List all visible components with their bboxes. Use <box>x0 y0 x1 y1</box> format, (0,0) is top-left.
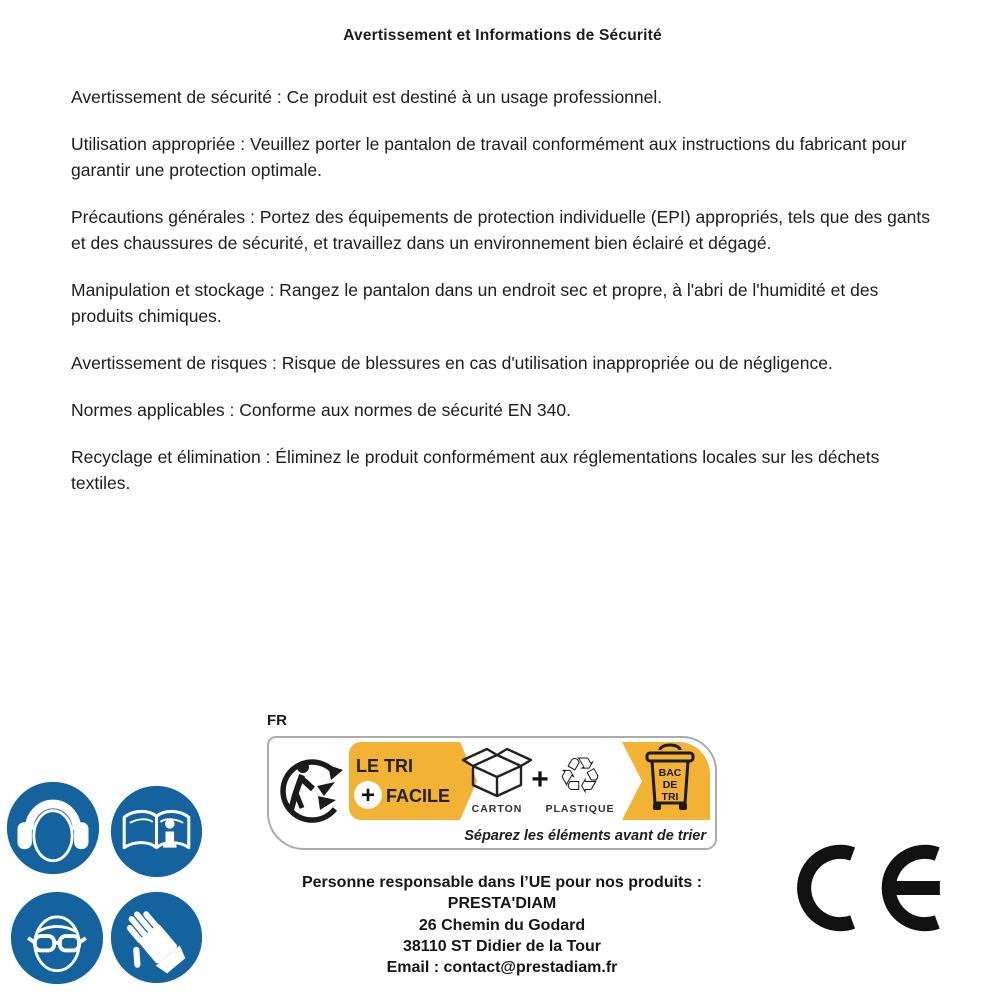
ce-marking-icon <box>795 841 955 935</box>
paragraph-avertissement-securite: Avertissement de sécurité : Ce produit est destiné à un usage professionnel. <box>71 87 663 107</box>
bin-label-line2: DE <box>662 779 678 791</box>
le-tri-label: LE TRI <box>356 756 413 776</box>
responsible-city: 38110 ST Didier de la Tour <box>403 937 601 955</box>
page-title: Avertissement et Informations de Sécurité <box>343 27 662 44</box>
paragraph-precautions-generales: Précautions générales : Portez des équipements de protection individuelle (EPI) appropriés, tels que des gants et des chaussures de sécurité, et travaillez dans un environnement bien éclairé et dégagé. <box>71 207 930 253</box>
paragraph-normes-applicables: Normes applicables : Conforme aux normes de sécurité EN 340. <box>71 400 571 420</box>
facile-label: FACILE <box>386 786 451 806</box>
paragraph-recyclage-elimination: Recyclage et élimination : Éliminez le produit conformément aux réglementations locales sur les déchets textiles. <box>71 447 880 493</box>
wear-ear-protection-icon <box>5 780 101 876</box>
responsible-email: Email : contact@prestadiam.fr <box>386 959 618 977</box>
read-instruction-manual-icon <box>109 784 204 879</box>
bin-label-line3: TRI <box>661 791 679 803</box>
info-tri-recycling-banner <box>264 734 720 854</box>
plastique-recycling-icon: ♲ <box>557 747 603 805</box>
bin-label-line1: BAC <box>658 767 682 779</box>
paragraph-manipulation-stockage: Manipulation et stockage : Rangez le pantalon dans un endroit sec et propre, à l'abri de l'humidité et des produits chimiques. <box>71 280 879 326</box>
carton-label: CARTON <box>471 803 523 815</box>
plus-sign: + <box>360 782 376 809</box>
responsible-line-intro: Personne responsable dans l’UE pour nos produits : <box>301 874 703 891</box>
responsible-person-block <box>252 872 752 978</box>
wear-eye-protection-icon <box>9 890 105 986</box>
paragraph-avertissement-risques: Avertissement de risques : Risque de blessures en cas d'utilisation inappropriée ou de négligence. <box>71 353 833 373</box>
plastique-label: PLASTIQUE <box>545 803 615 815</box>
separate-elements-note: Séparez les éléments avant de trier <box>464 828 706 844</box>
paragraph-utilisation-appropriee: Utilisation appropriée : Veuillez porter le pantalon de travail conformément aux instructions du fabricant pour garantir une protection optimale. <box>71 134 907 180</box>
materials-plus-sign: + <box>531 763 549 796</box>
wear-protective-gloves-icon <box>109 890 204 985</box>
country-code-label: FR <box>267 712 287 729</box>
responsible-street: 26 Chemin du Godard <box>418 916 586 934</box>
responsible-company-name: PRESTA'DIAM <box>447 895 557 913</box>
safety-paragraphs <box>71 84 939 517</box>
